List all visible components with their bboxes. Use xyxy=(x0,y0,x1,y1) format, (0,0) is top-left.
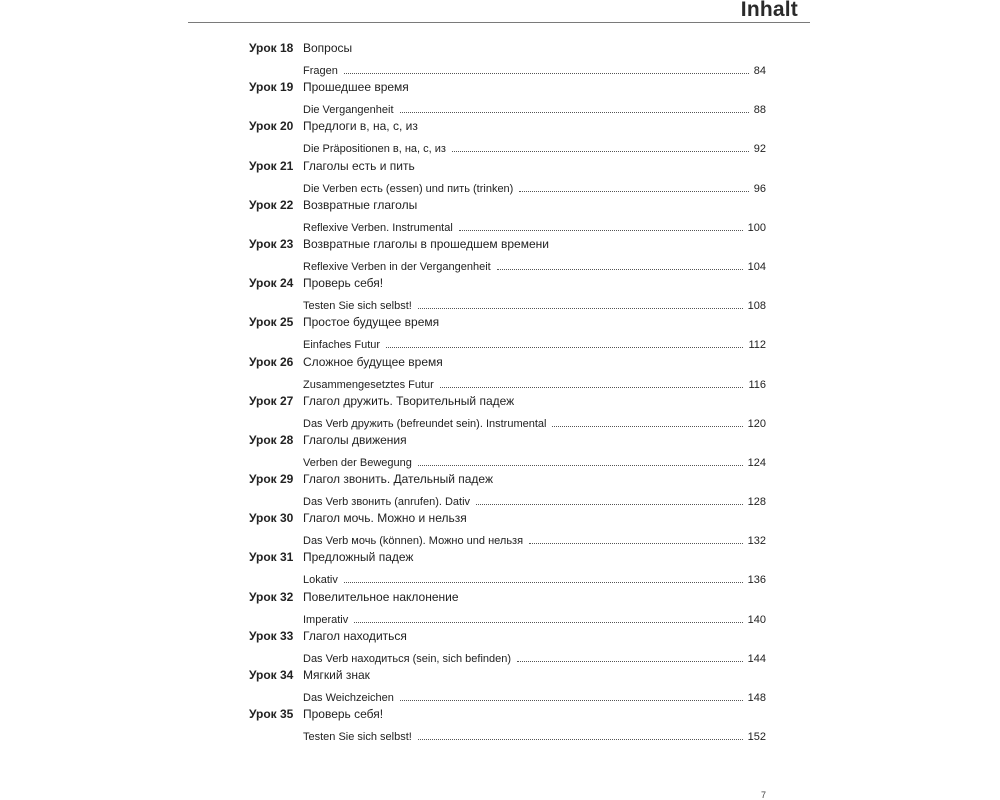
toc-entry-heading xyxy=(240,80,766,98)
lesson-title-russian: Глагол дружить. Творительный падеж xyxy=(303,393,515,408)
toc-entry[interactable] xyxy=(240,273,766,312)
toc-entry-subline xyxy=(303,335,766,351)
page-reference: 148 xyxy=(747,692,766,704)
toc-entry-subline xyxy=(303,610,766,626)
toc-entry-subline xyxy=(303,414,766,430)
page-reference: 152 xyxy=(747,731,766,744)
page-reference: 116 xyxy=(748,378,766,391)
dot-leader xyxy=(497,268,743,270)
toc-entry-subline xyxy=(303,375,766,391)
page-reference: 128 xyxy=(747,496,766,509)
toc-entry-heading xyxy=(240,41,766,59)
lesson-number: Урок 28 xyxy=(249,432,294,447)
lesson-title-german: Das Verb звонить (anrufen). Dativ xyxy=(303,496,471,509)
lesson-number: Урок 20 xyxy=(249,119,294,134)
lesson-title-russian: Прошедшее время xyxy=(303,80,409,95)
toc-entry-heading xyxy=(240,511,766,529)
lesson-title-russian: Возвратные глаголы xyxy=(303,197,418,212)
toc-entry-heading xyxy=(240,315,766,333)
lesson-title-russian: Предложный падеж xyxy=(303,550,414,565)
toc-entry[interactable] xyxy=(240,665,766,704)
toc-entry-subline xyxy=(303,531,766,547)
lesson-number: Урок 32 xyxy=(249,589,294,604)
toc-entry[interactable] xyxy=(240,430,766,469)
lesson-title-russian: Возвратные глаголы в прошедшем времени xyxy=(303,236,549,251)
toc-entry[interactable] xyxy=(240,469,766,508)
toc-entry-heading xyxy=(240,433,766,451)
lesson-title-russian: Сложное будущее время xyxy=(303,354,443,369)
lesson-title-german: Imperativ xyxy=(303,613,349,626)
toc-entry-subline xyxy=(303,296,766,312)
lesson-number: Урок 31 xyxy=(249,550,294,565)
toc-entry-heading xyxy=(240,119,766,137)
page-reference: 144 xyxy=(747,652,766,665)
toc-entry[interactable] xyxy=(240,38,766,77)
dot-leader xyxy=(552,425,742,427)
lesson-title-russian: Вопросы xyxy=(303,41,353,55)
page-reference: 140 xyxy=(747,613,766,626)
lesson-number: Урок 23 xyxy=(249,236,294,251)
page-reference: 136 xyxy=(747,574,766,587)
dot-leader xyxy=(386,346,743,348)
dot-leader xyxy=(418,307,743,309)
toc-entry-subline xyxy=(303,61,766,77)
dot-leader xyxy=(459,229,743,231)
toc-entry-subline xyxy=(303,570,766,586)
page-reference: 88 xyxy=(753,104,766,117)
page-reference: 84 xyxy=(753,65,766,77)
toc-entry-heading xyxy=(240,668,766,686)
dot-leader xyxy=(418,464,743,466)
toc-entry-heading xyxy=(240,394,766,412)
lesson-title-german: Das Weichzeichen xyxy=(303,692,394,704)
page-reference: 108 xyxy=(747,300,766,313)
toc-entry-heading xyxy=(240,198,766,216)
toc-entry[interactable] xyxy=(240,352,766,391)
lesson-title-german: Fragen xyxy=(303,65,338,77)
toc-entry[interactable] xyxy=(240,626,766,665)
page-number: 7 xyxy=(761,790,767,800)
lesson-number: Урок 22 xyxy=(249,197,294,212)
toc-entry-heading xyxy=(240,590,766,608)
lesson-number: Урок 30 xyxy=(249,511,294,526)
toc-entry-subline xyxy=(303,649,766,665)
toc-entry[interactable] xyxy=(240,77,766,116)
toc-entry-heading xyxy=(240,355,766,373)
toc-entry-subline xyxy=(303,257,766,273)
dot-leader xyxy=(400,111,749,113)
lesson-number: Урок 19 xyxy=(249,80,294,95)
dot-leader xyxy=(529,542,743,544)
table-of-contents xyxy=(240,38,766,743)
lesson-number: Урок 25 xyxy=(249,315,294,330)
toc-entry[interactable] xyxy=(240,704,766,743)
toc-entry-subline xyxy=(303,492,766,508)
dot-leader xyxy=(354,621,742,623)
dot-leader xyxy=(400,699,743,701)
lesson-title-german: Lokativ xyxy=(303,574,338,587)
lesson-title-russian: Глагол звонить. Дательный падеж xyxy=(303,472,493,487)
lesson-title-german: Zusammengesetztes Futur xyxy=(303,378,434,391)
toc-entry-subline xyxy=(303,179,766,195)
lesson-title-german: Testen Sie sich selbst! xyxy=(303,300,412,313)
lesson-title-german: Reflexive Verben in der Vergangenheit xyxy=(303,260,491,273)
page-reference: 132 xyxy=(747,535,766,548)
lesson-title-russian: Глагол мочь. Можно и нельзя xyxy=(303,511,467,526)
lesson-number: Урок 33 xyxy=(249,628,294,643)
lesson-number: Урок 34 xyxy=(249,668,294,682)
toc-entry[interactable] xyxy=(240,508,766,547)
toc-entry[interactable] xyxy=(240,234,766,273)
lesson-title-russian: Простое будущее время xyxy=(303,315,440,330)
lesson-title-russian: Глагол находиться xyxy=(303,628,407,643)
page-reference: 92 xyxy=(753,143,766,156)
toc-entry[interactable] xyxy=(240,587,766,626)
dot-leader xyxy=(440,386,744,388)
toc-entry[interactable] xyxy=(240,156,766,195)
toc-entry[interactable] xyxy=(240,195,766,234)
toc-entry[interactable] xyxy=(240,312,766,351)
toc-entry-heading xyxy=(240,276,766,294)
lesson-title-german: Die Präpositionen в, на, с, из xyxy=(303,143,446,156)
lesson-number: Урок 21 xyxy=(249,158,294,173)
lesson-number: Урок 27 xyxy=(249,393,294,408)
toc-entry-heading xyxy=(240,472,766,490)
lesson-title-russian: Проверь себя! xyxy=(303,276,384,291)
dot-leader xyxy=(517,660,743,662)
dot-leader xyxy=(418,738,743,740)
page-header xyxy=(188,0,810,23)
lesson-number: Урок 29 xyxy=(249,472,294,487)
dot-leader xyxy=(344,72,749,74)
page-reference: 124 xyxy=(747,456,766,469)
toc-entry-heading xyxy=(240,550,766,568)
toc-entry-subline xyxy=(303,688,766,704)
lesson-title-german: Die Verben есть (essen) und пить (trinken) xyxy=(303,182,514,195)
lesson-title-german: Einfaches Futur xyxy=(303,339,381,352)
lesson-title-russian: Глаголы есть и пить xyxy=(303,158,415,173)
toc-entry-subline xyxy=(303,139,766,155)
lesson-title-german: Reflexive Verben. Instrumental xyxy=(303,221,453,234)
lesson-title-german: Das Verb мочь (können). Можно und нельзя xyxy=(303,535,524,548)
page-title: Inhalt xyxy=(740,0,798,21)
toc-entry-heading xyxy=(240,159,766,177)
dot-leader xyxy=(519,190,748,192)
lesson-title-russian: Повелительное наклонение xyxy=(303,589,459,604)
dot-leader xyxy=(344,581,743,583)
toc-entry-subline xyxy=(303,218,766,234)
lesson-title-german: Verben der Bewegung xyxy=(303,456,412,469)
lesson-title-russian: Предлоги в, на, с, из xyxy=(303,119,418,134)
lesson-number: Урок 26 xyxy=(249,354,294,369)
toc-entry-subline xyxy=(303,727,766,743)
lesson-title-german: Das Verb дружить (befreundet sein). Instrumental xyxy=(303,417,547,430)
page-reference: 100 xyxy=(747,221,766,234)
lesson-title-russian: Проверь себя! xyxy=(303,707,384,722)
toc-entry[interactable] xyxy=(240,391,766,430)
toc-entry-heading xyxy=(240,237,766,255)
page-reference: 112 xyxy=(748,339,766,352)
dot-leader xyxy=(476,503,743,505)
toc-entry-heading xyxy=(240,707,766,725)
page-reference: 104 xyxy=(747,260,766,273)
lesson-title-russian: Глаголы движения xyxy=(303,432,407,447)
lesson-title-german: Die Vergangenheit xyxy=(303,104,394,117)
toc-entry[interactable] xyxy=(240,547,766,586)
toc-entry[interactable] xyxy=(240,116,766,155)
toc-entry-heading xyxy=(240,629,766,647)
page-reference: 96 xyxy=(753,182,766,195)
lesson-number: Урок 35 xyxy=(249,707,294,722)
lesson-number: Урок 18 xyxy=(249,41,294,55)
dot-leader xyxy=(452,150,749,152)
lesson-number: Урок 24 xyxy=(249,276,294,291)
lesson-title-german: Das Verb находиться (sein, sich befinden) xyxy=(303,652,512,665)
toc-entry-subline xyxy=(303,453,766,469)
page-reference: 120 xyxy=(747,417,766,430)
toc-entry-subline xyxy=(303,100,766,116)
lesson-title-russian: Мягкий знак xyxy=(303,668,370,682)
lesson-title-german: Testen Sie sich selbst! xyxy=(303,731,412,744)
